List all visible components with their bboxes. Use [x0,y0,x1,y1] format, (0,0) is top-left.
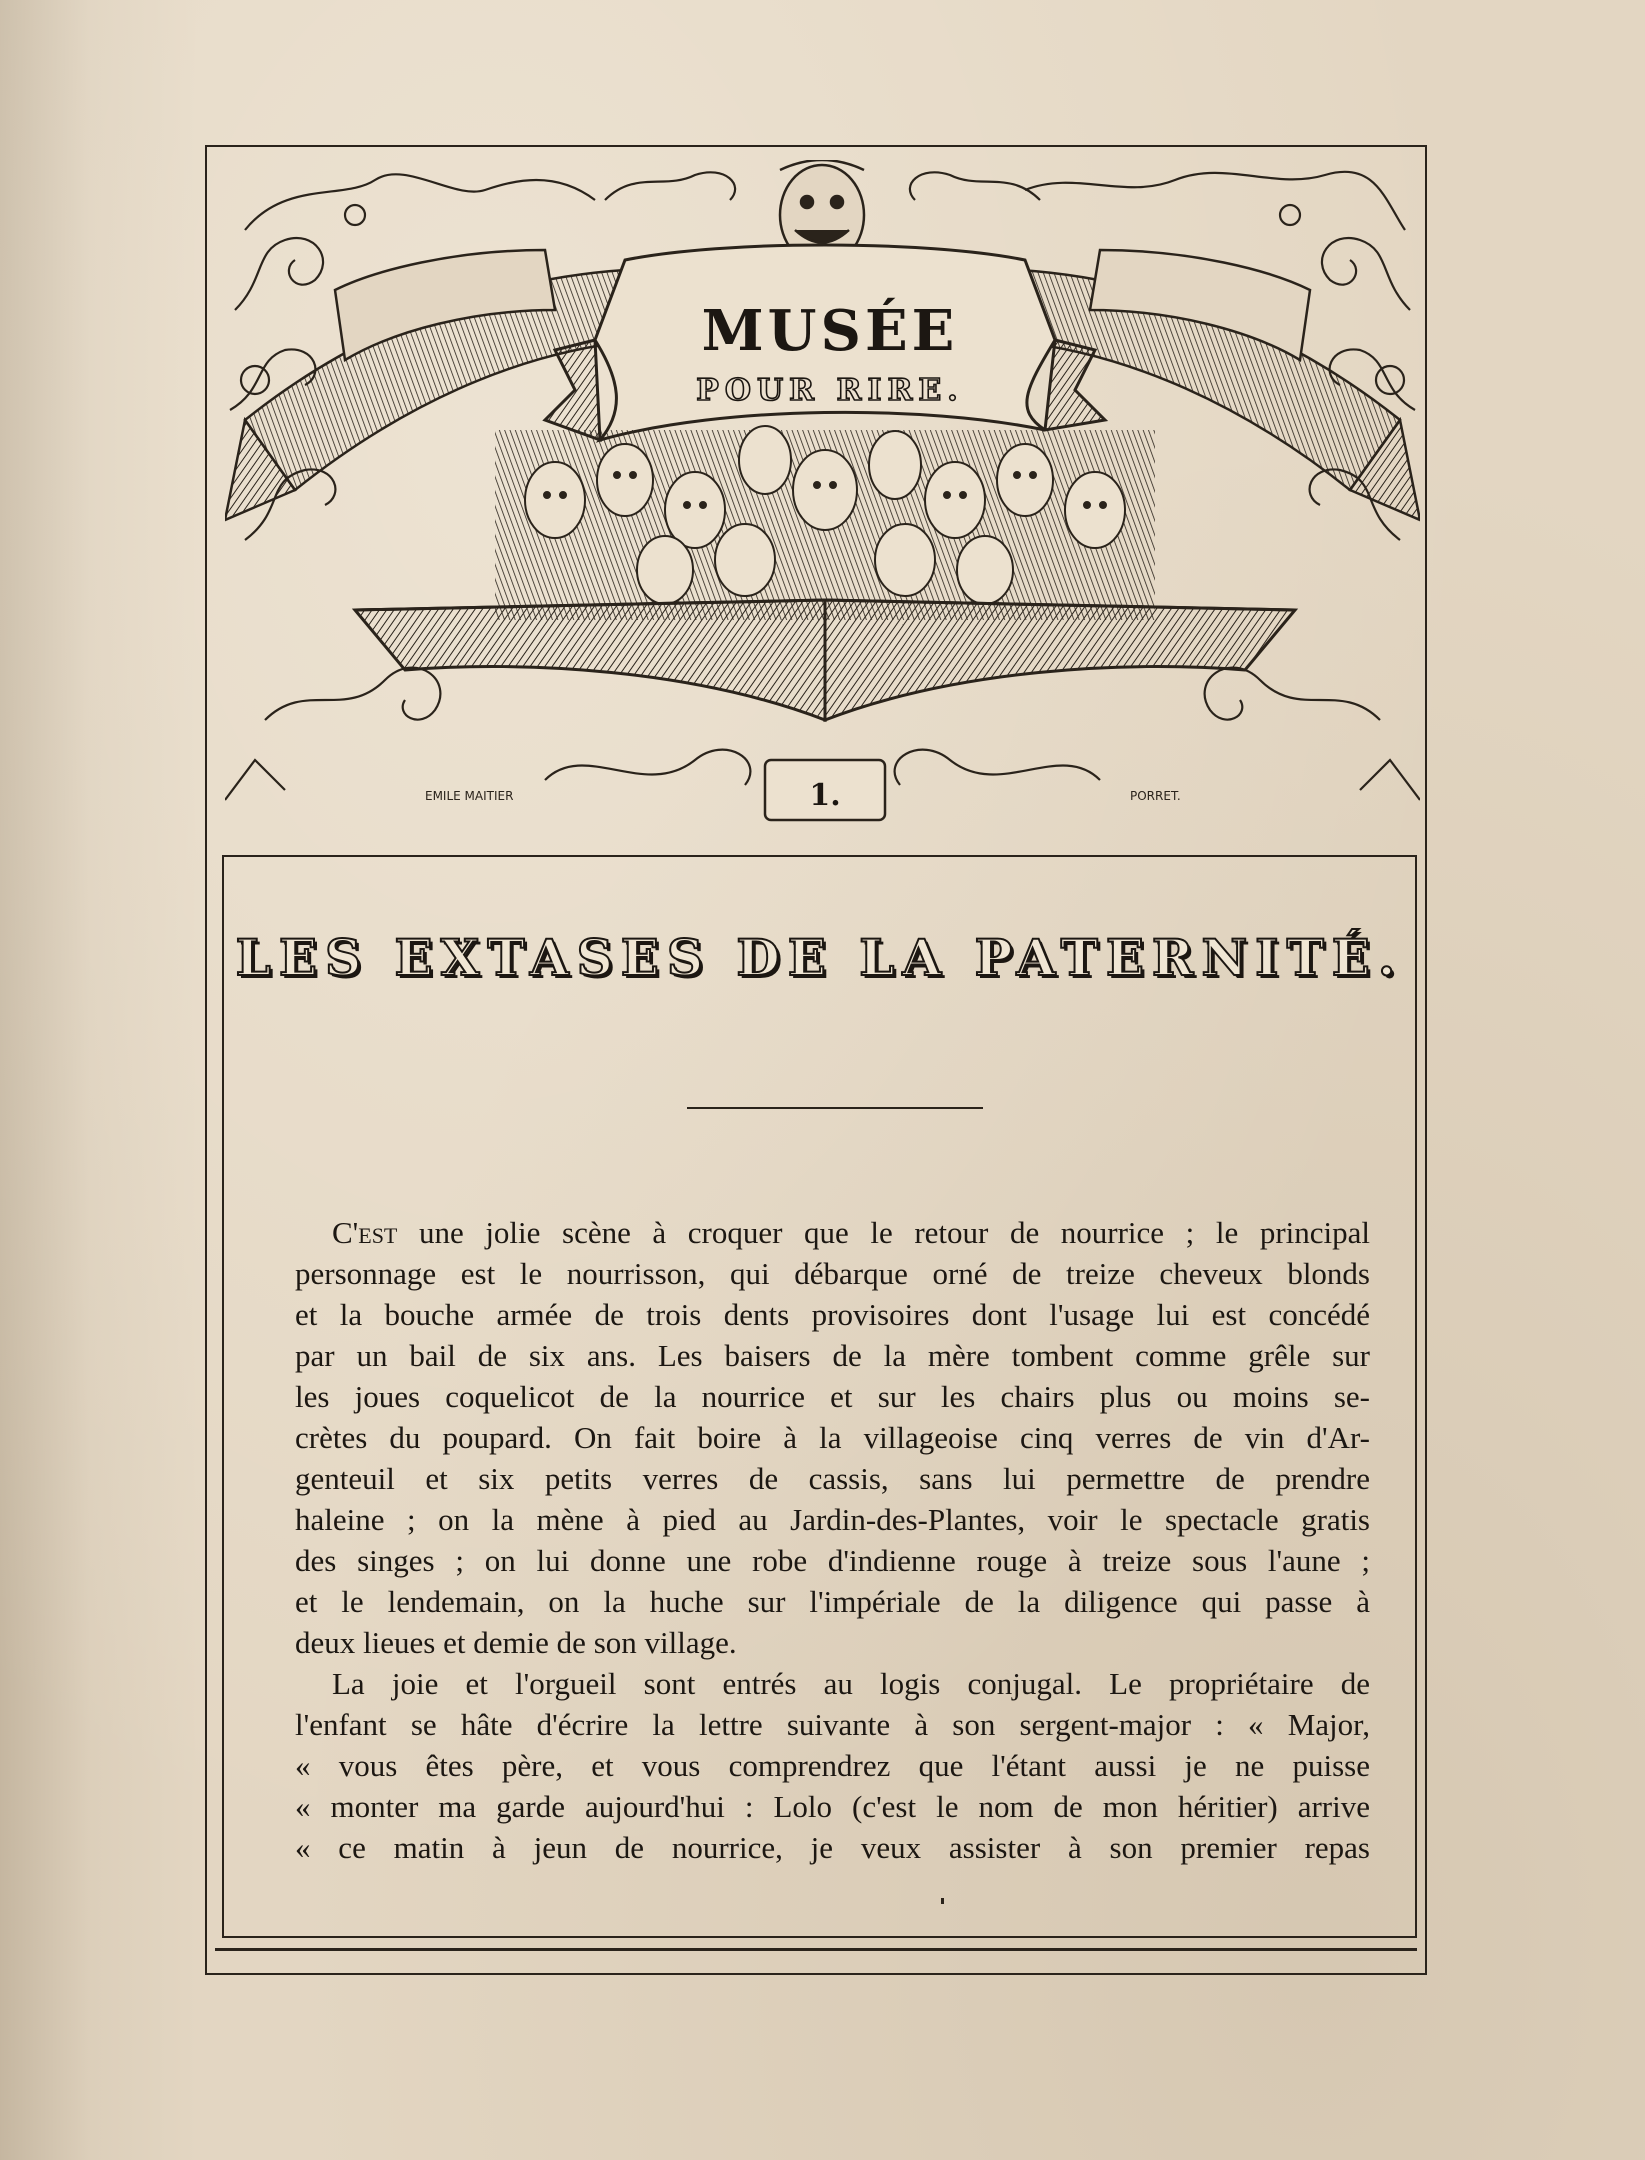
text-line: « vous êtes père, et vous comprendrez que l'étant aussi je ne puisse [295,1748,1370,1783]
text-line: La joie et l'orgueil sont entrés au logis conjugal. Le propriétaire de [332,1666,1370,1701]
text-line: par un bail de six ans. Les baisers de la mère tombent comme grêle sur [295,1338,1370,1373]
text-line: genteuil et six petits verres de cassis, sans lui permettre de prendre [295,1461,1370,1496]
text-line: haleine ; on la mène à pied au Jardin-des-Plantes, voir le spectacle gratis [295,1502,1370,1537]
artist-signature-right: PORRET. [1130,789,1181,803]
paragraph-2 [295,1663,1370,1868]
header-title: MUSÉE [701,298,959,364]
artist-signature-left: EMILE MAITIER [425,789,514,803]
text-line: crètes du poupard. On fait boire à la villageoise cinq verres de vin d'Ar- [295,1420,1370,1455]
text-line: des singes ; on lui donne une robe d'indienne rouge à treize sous l'aune ; [295,1543,1370,1578]
text-line: personnage est le nourrisson, qui débarque orné de treize cheveux blonds [295,1256,1370,1291]
ink-mark [941,1898,944,1904]
text-line: l'enfant se hâte d'écrire la lettre suivante à son sergent-major : « Major, [295,1707,1370,1742]
crowd-illustration [495,426,1155,620]
text-line: et la bouche armée de trois dents provisoires dont l'usage lui est concédé [295,1297,1370,1332]
paragraph-1 [295,1212,1370,1663]
text-line: « monter ma garde aujourd'hui : Lolo (c'est le nom de mon héritier) arrive [295,1789,1370,1824]
article-body [295,1212,1370,1868]
bottom-rule [215,1948,1417,1951]
header-engraving [225,160,1420,850]
text-line: et le lendemain, on la huche sur l'impériale de la diligence qui passe à [295,1584,1370,1619]
text-line: « ce matin à jeun de nourrice, je veux assister à son premier repas [295,1830,1370,1865]
text-line: C'est une jolie scène à croquer que le retour de nourrice ; le principal [332,1215,1370,1250]
open-album [355,600,1295,720]
text-line: deux lieues et demie de son village. [295,1625,737,1660]
plate-number: 1. [809,778,841,813]
article-title: LES EXTASES DE LA PATERNITÉ. [235,928,1404,987]
header-subtitle: POUR RIRE. [696,373,964,408]
lead-caps: C'est [332,1215,398,1250]
title-separator [687,1107,983,1109]
text-line: les joues coquelicot de la nourrice et sur les chairs plus ou moins se- [295,1379,1370,1414]
